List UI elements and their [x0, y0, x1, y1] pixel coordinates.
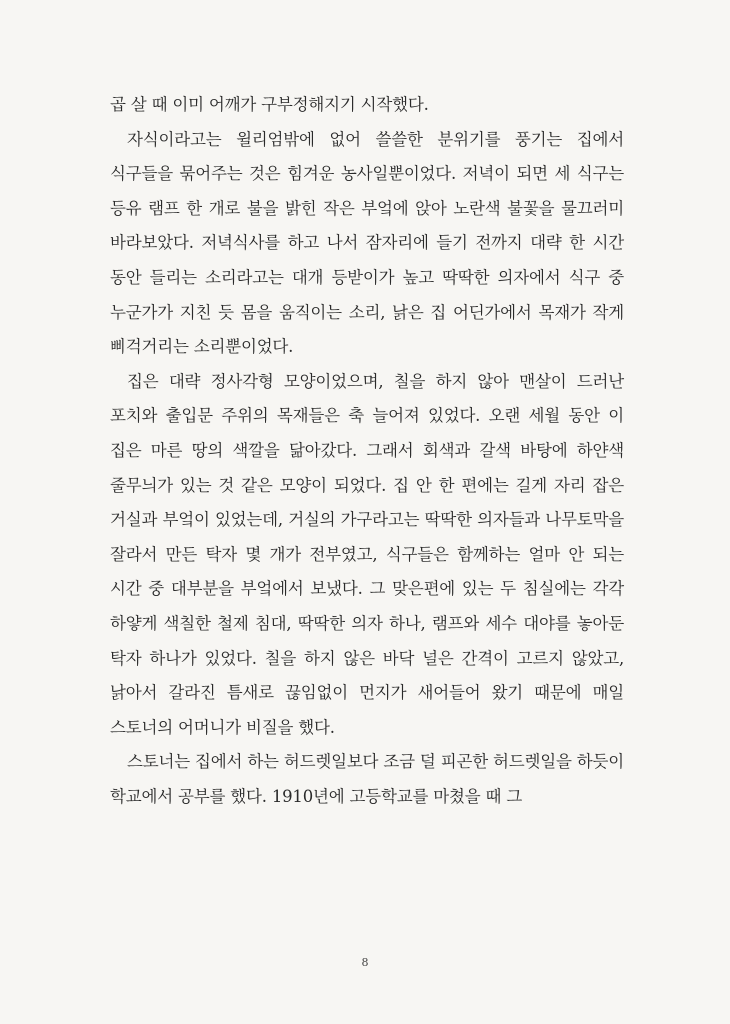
body-text — [110, 88, 624, 814]
paragraph-1: 곱 살 때 이미 어깨가 구부정해지기 시작했다. — [110, 95, 429, 114]
paragraph-3: 집은 대략 정사각형 모양이었으며, 칠을 하지 않아 맨살이 드러난 포치와 출입문 주위의 목재들은 축 늘어져 있었다. 오랜 세월 동안 이 집은 마른 땅의 색깔을 닮아갔다. 그래서 회색과 갈색 바탕에 하얀색 줄무늬가 있는 것 같은 모양이 되었다. 집 안 한 편에는 길게 자리 잡은 거실과 부엌이 있었는데, 거실의 가구라고는 딱딱한 의자들과 나무토막을 잘라서 만든 탁자 몇 개가 전부였고, 식구들은 함께하는 얼마 안 되는 시간 중 대부분을 부엌에서 보냈다. 그 맞은편에 있는 두 침실에는 각각 하얗게 색칠한 철제 침대, 딱딱한 의자 하나, 램프와 세수 대야를 놓아둔 탁자 하나가 있었다. 칠을 하지 않은 바닥 널은 간격이 고르지 않았고, 낡아서 갈라진 틈새로 끊임없이 먼지가 새어들어 왔기 때문에 매일 스토너의 어머니가 비질을 했다. — [110, 371, 624, 737]
paragraph-4: 스토너는 집에서 하는 허드렛일보다 조금 덜 피곤한 허드렛일을 하듯이 학교에서 공부를 했다. 1910년에 고등학교를 마쳤을 때 그 — [110, 752, 624, 806]
page-number: 8 — [361, 956, 369, 969]
paragraph-2: 자식이라고는 윌리엄밖에 없어 쓸쓸한 분위기를 풍기는 집에서 식구들을 묶어주는 것은 힘겨운 농사일뿐이었다. 저녁이 되면 세 식구는 등유 램프 한 개로 불을 밝힌 작은 부엌에 앉아 노란색 불꽃을 물끄러미 바라보았다. 저녁식사를 하고 나서 잠자리에 들기 전까지 대략 한 시간 동안 들리는 소리라고는 대개 등받이가 높고 딱딱한 의자에서 식구 중 누군가가 지친 듯 몸을 움직이는 소리, 낡은 집 어딘가에서 목재가 작게 삐걱거리는 소리뿐이었다. — [110, 129, 624, 357]
